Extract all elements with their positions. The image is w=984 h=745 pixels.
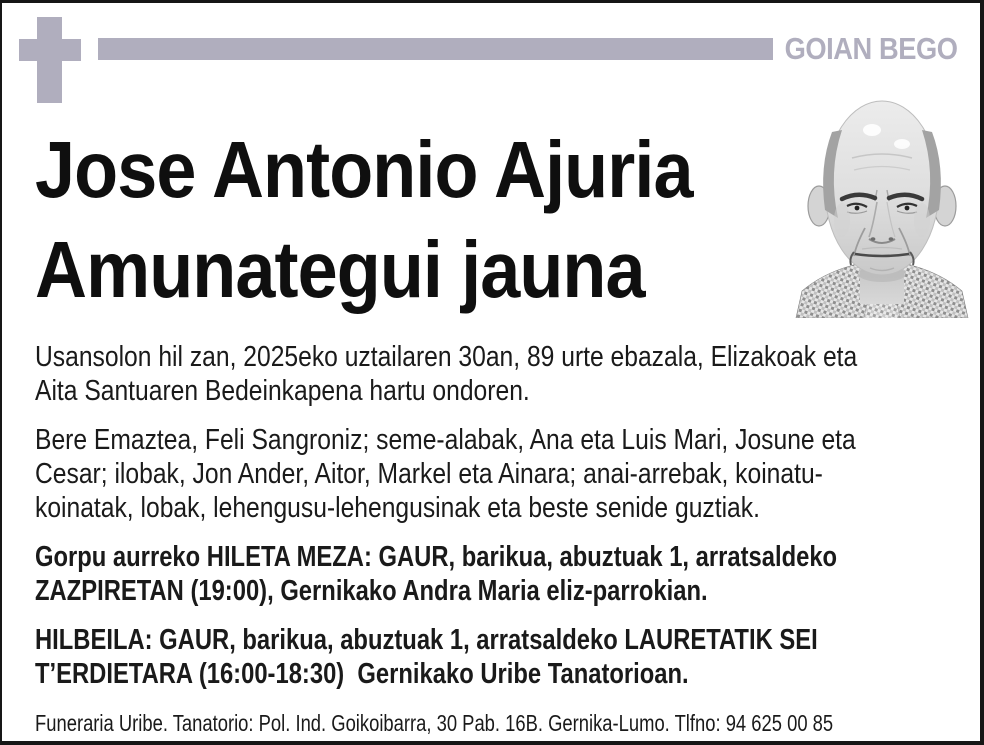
text-line: Usansolon hil zan, 2025eko uztailaren 30an, 89 urte ebazala, Elizakoak eta: [35, 341, 858, 373]
motto-goian-bego: GOIAN BEGO: [785, 31, 958, 66]
deceased-name-title: [35, 120, 766, 320]
paragraph-funeral-mass: [35, 540, 984, 608]
text-line: T’ERDIETARA (16:00-18:30) Gernikako Uribe Tanatorioan.: [35, 658, 689, 690]
text-line: koinatak, lobak, lehengusu-lehengusinak eta beste senide guztiak.: [35, 492, 760, 524]
paragraph-wake-info: [35, 623, 984, 691]
deceased-name-line-1: Jose Antonio Ajuria: [35, 125, 693, 214]
paragraph-death-notice: [35, 340, 984, 408]
paragraph-family-members: [35, 423, 984, 525]
text-line: Gorpu aurreko HILETA MEZA: GAUR, barikua, abuztuak 1, arratsaldeko: [35, 541, 838, 573]
text-line: Aita Santuaren Bedeinkapena hartu ondoren.: [35, 375, 530, 407]
portrait-illustration: [792, 98, 972, 318]
portrait-photo: [792, 98, 972, 318]
text-line: Cesar; ilobak, Jon Ander, Aitor, Markel eta Ainara; anai-arrebak, koinatu-: [35, 458, 823, 490]
funeral-home-info: Funeraria Uribe. Tanatorio: Pol. Ind. Goikoibarra, 30 Pab. 16B. Gernika-Lumo. Tlfno: 94 625 00 85: [35, 710, 834, 736]
cross-icon-horizontal-bar: [19, 39, 81, 61]
text-line: HILBEILA: GAUR, barikua, abuztuak 1, arratsaldeko LAURETATIK SEI: [35, 624, 818, 656]
header-separator-bar: [98, 38, 773, 60]
deceased-name-line-2: Amunategui jauna: [35, 225, 645, 314]
text-line: Bere Emaztea, Feli Sangroniz; seme-alabak, Ana eta Luis Mari, Josune eta: [35, 424, 856, 456]
text-line: ZAZPIRETAN (19:00), Gernikako Andra Maria eliz-parrokian.: [35, 575, 708, 607]
